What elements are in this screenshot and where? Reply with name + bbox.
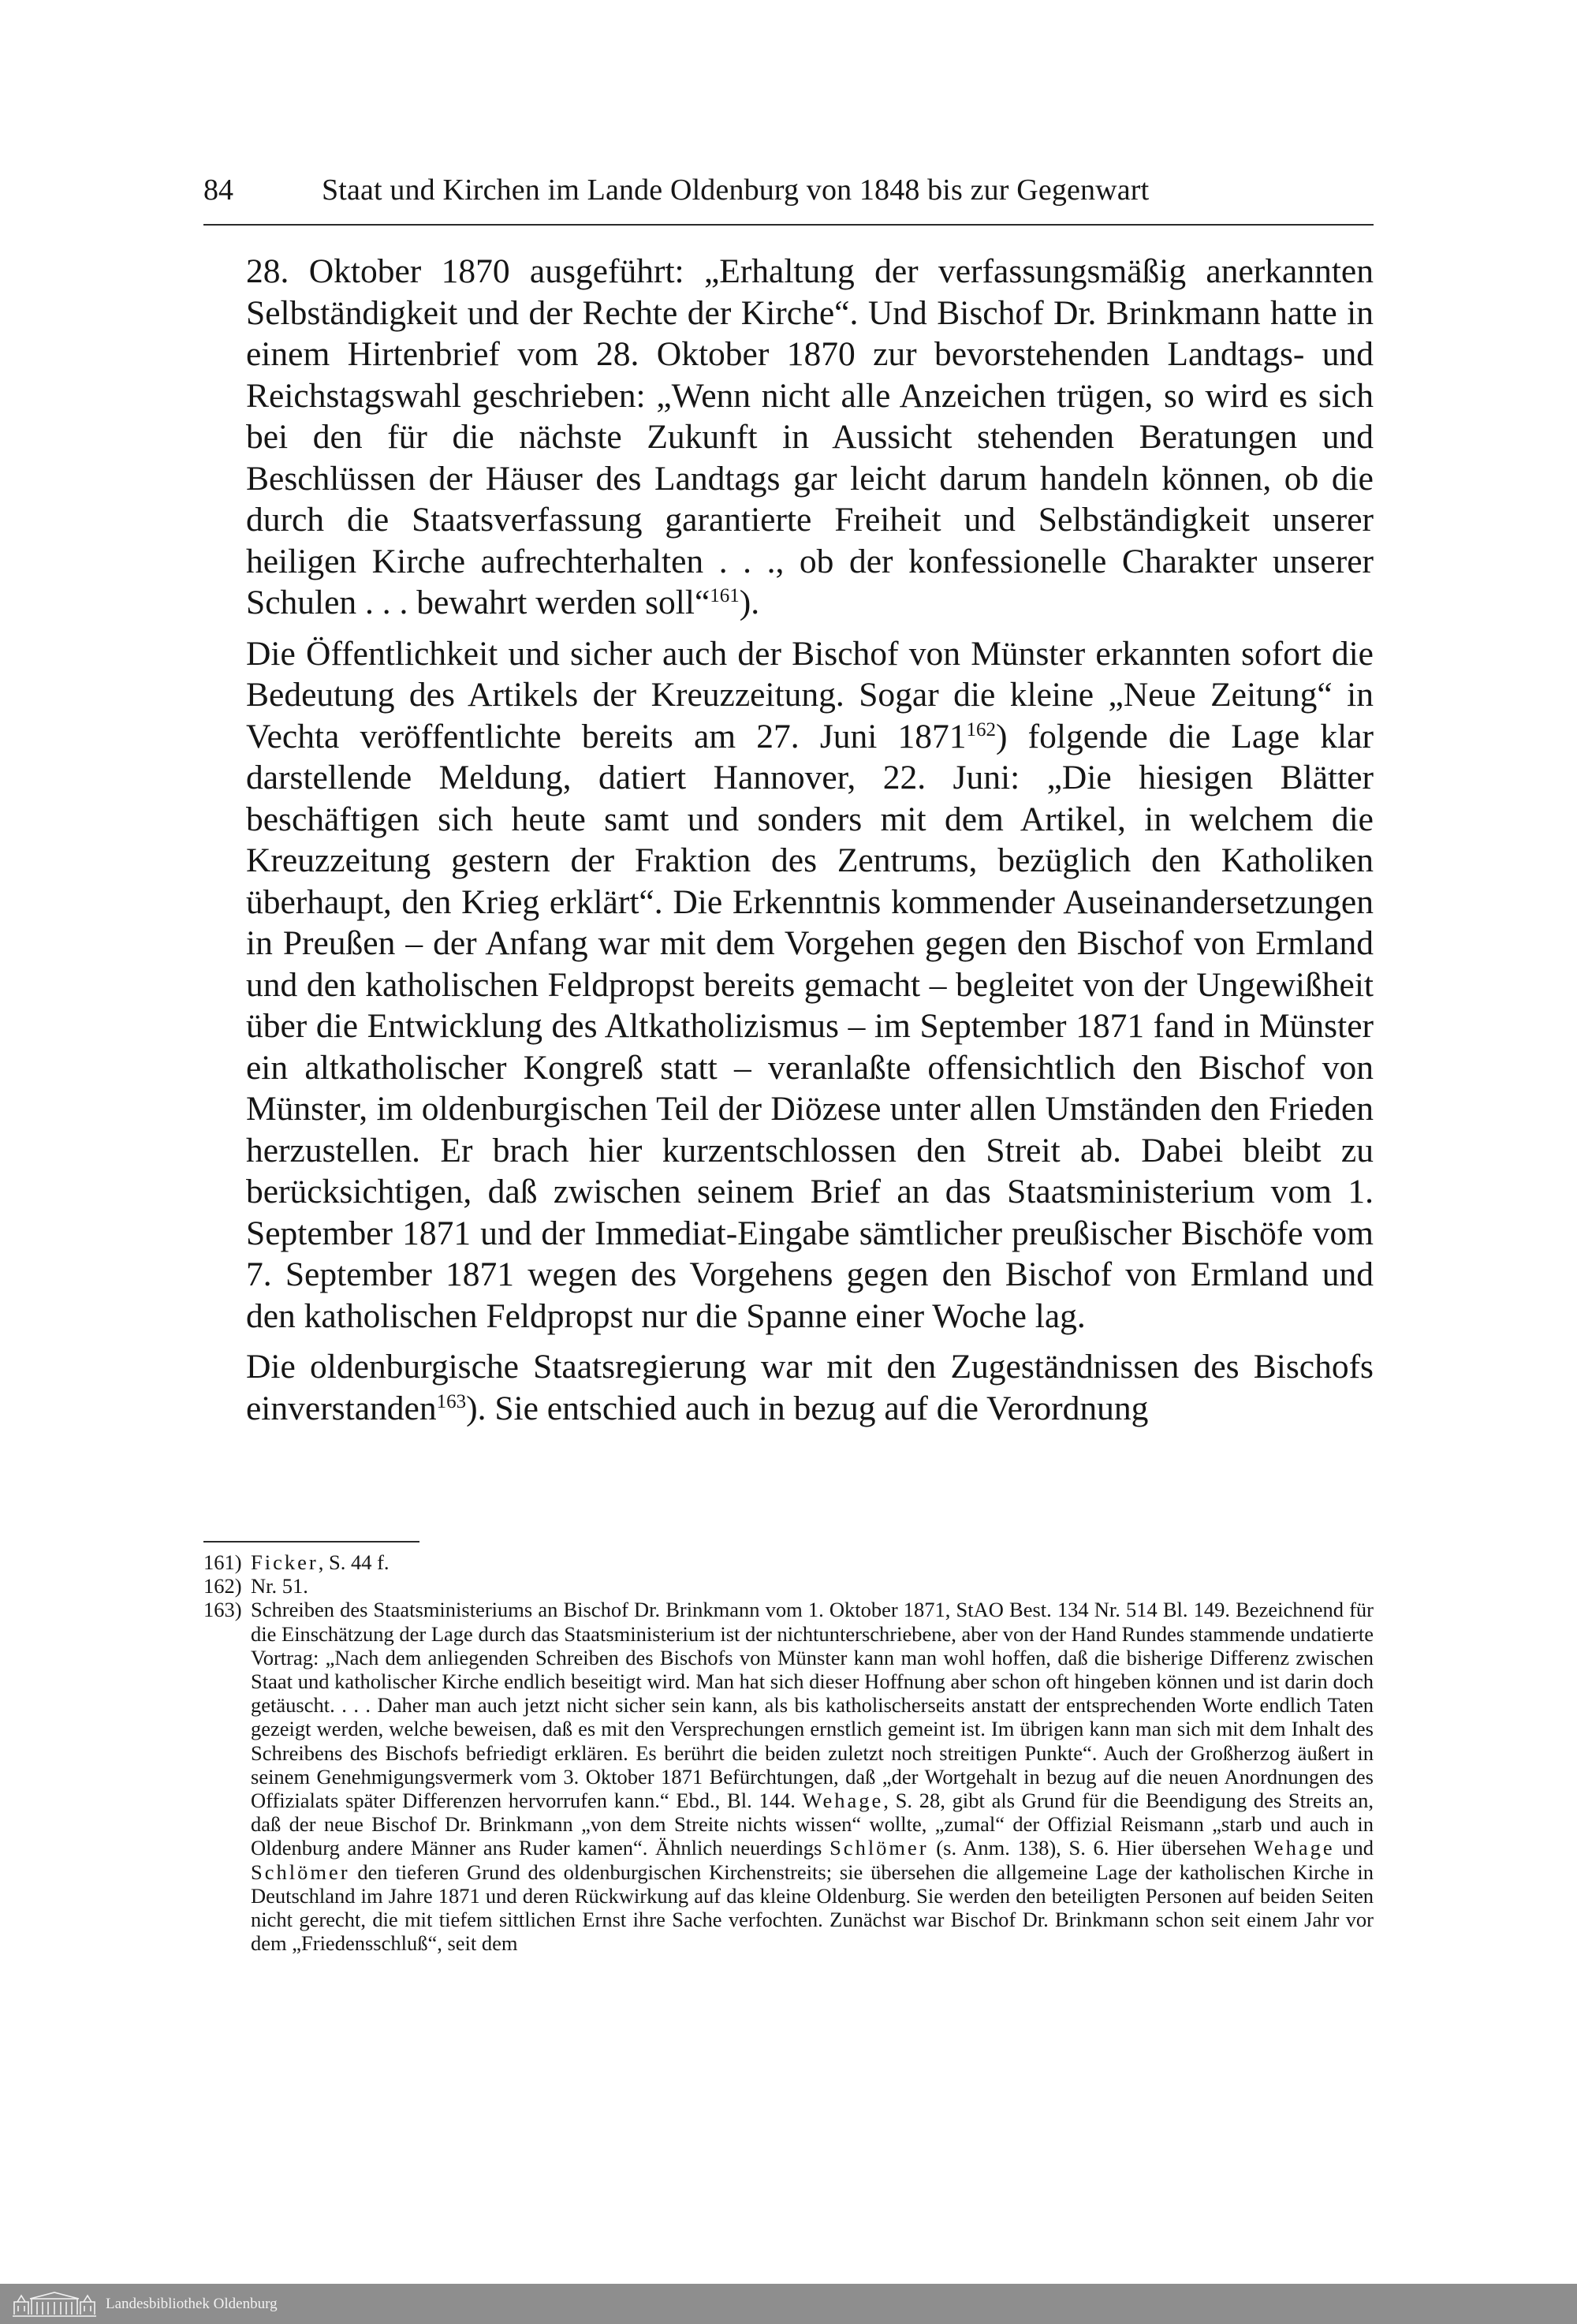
footnote-text: , S. 28, gibt als Grund für die Beendigung des Streits an, daß der neue Bischof Dr. Brinkmann „von dem Streite nichts wissen“ wollte, „zumal“ der Offizial Reismann „starb und auch in Oldenburg andere Männer ans Ruder kamen“. Ähnlich neuerdings: [251, 1789, 1374, 1860]
footnote-reference-163: 163: [436, 1390, 467, 1412]
paragraph-text: Die oldenburgische Staatsregierung war mit den Zugeständnissen des Bischofs einverstanden: [246, 1348, 1374, 1427]
footnote-text: den tieferen Grund des oldenburgischen Kirchenstreits; sie übersehen die allgemeine Lage der katholischen Kirche in Deutschland im Jahre 1871 und deren Rückwirkung auf das kleine Oldenburg. Sie werden den beteiligten Personen auf beiden Seiten nicht gerecht, die mit tiefem sittlichen Ernst ihre Sache verfochten. Zunächst war Bischof Dr. Brinkmann schon seit einem Jahr vor dem „Friedensschluß“, seit dem: [251, 1860, 1374, 1956]
paragraph: [246, 251, 1374, 624]
footnote-marker: 163): [203, 1598, 242, 1622]
footnotes: [203, 1550, 1374, 1955]
paragraph-text: 28. Oktober 1870 ausgeführt: „Erhaltung der verfassungsmäßig anerkannten Selbständigkeit und der Rechte der Kirche“. Und Bischof Dr. Brinkmann hatte in einem Hirtenbrief vom 28. Oktober 1870 zur bevorstehenden Landtags- und Reichstagswahl geschrieben: „Wenn nicht alle Anzeichen trügen, so wird es sich bei den für die nächste Zukunft in Aussicht stehenden Beratungen und Beschlüssen der Häuser des Landtags gar leicht darum handeln können, ob die durch die Staatsverfassung garantierte Freiheit und Selbständigkeit unserer heiligen Kirche aufrechterhalten . . ., ob der konfessionelle Charakter unserer Schulen . . . bewahrt werden soll“: [246, 252, 1374, 621]
paragraph: [246, 1346, 1374, 1429]
footnote-text: , S. 44 f.: [318, 1550, 390, 1574]
main-text: [246, 251, 1374, 1429]
library-building-icon: [11, 2291, 98, 2318]
footnote-text: Schreiben des Staatsministeriums an Bischof Dr. Brinkmann vom 1. Oktober 1871, StAO Best. 134 Nr. 514 Bl. 149. Bezeichnend für die Einschätzung der Lage durch das Staatsministerium ist der nichtunterschriebene, aber von der Hand Rundes stammende undatierte Vortrag: „Nach dem anliegenden Schreiben des Bischofs von Münster kann man wohl hoffen, daß die bisherige Differenz zwischen Staat und katholischer Kirche endlich beseitigt wird. Man hat sich dieser Hoffnung aber schon oft hingeben können und ist darin doch getäuscht. . . . Daher man auch jetzt nicht sicher sein kann, als bis katholischerseits anstatt der entsprechenden Worte endlich Taten gezeigt werden, welche beweisen, daß es mit den Versprechungen ernstlich gemeint ist. Im übrigen kann man sich mit dem Inhalt des Schreibens des Bischofs befriedigt erklären. Es berührt die beiden zuletzt noch streitigen Punkte“. Auch der Großherzog äußert in seinem Genehmigungsvermerk vom 3. Oktober 1871 Befürchtungen, daß „der Wortgehalt in bezug auf die neuen Anordnungen des Offizialats später Differenzen hervorrufen kann.“ Ebd., Bl. 144.: [251, 1598, 1374, 1813]
footnote-161: [203, 1550, 1374, 1574]
running-header: [203, 167, 1374, 213]
footnote-162: [203, 1574, 1374, 1598]
paragraph-text: Die Öffentlichkeit und sicher auch der Bischof von Münster erkannten sofort die Bedeutung des Artikels der Kreuzzeitung. Sogar die kleine „Neue Zeitung“ in Vechta veröffentlichte bereits am 27. Juni 1871: [246, 634, 1374, 755]
footnote-author: Wehage: [802, 1789, 884, 1813]
footnote-reference-161: 161: [710, 585, 740, 606]
footnote-author: Schlömer: [830, 1836, 929, 1860]
footnote-author: Ficker: [251, 1550, 319, 1574]
page-number: 84: [203, 173, 233, 207]
footnote-divider: [203, 1541, 419, 1542]
header-divider: [203, 224, 1374, 226]
footnote-author: Wehage: [1253, 1836, 1335, 1860]
paragraph-text: ).: [739, 584, 760, 621]
footnote-marker: 161): [203, 1550, 242, 1574]
running-title: Staat und Kirchen im Lande Oldenburg von 1848 bis zur Gegenwart: [322, 173, 1150, 207]
paragraph-text: ) folgende die Lage klar darstellende Meldung, datiert Hannover, 22. Juni: „Die hiesigen Blätter beschäftigen sich heute samt und sonders mit dem Artikel, in welchem die Kreuzzeitung gestern der Fraktion des Zentrums, bezüglich den Katholiken überhaupt, den Krieg erklärt“. Die Erkenntnis kommender Auseinandersetzungen in Preußen – der Anfang war mit dem Vorgehen gegen den Bischof von Ermland und den katholischen Feldpropst bereits gemacht – begleitet von der Ungewißheit über die Entwicklung des Altkatholizismus – im September 1871 fand in Münster ein altkatholischer Kongreß statt – veranlaßte offensichtlich den Bischof von Münster, im oldenburgischen Teil der Diözese unter allen Umständen den Frieden herzustellen. Er brach hier kurzentschlossen den Streit ab. Dabei bleibt zu berücksichtigen, daß zwischen seinem Brief an das Staatsministerium vom 1. September 1871 und der Immediat-Eingabe sämtlicher preußischer Bischöfe vom 7. September 1871 wegen des Vorgehens gegen den Bischof von Ermland und den katholischen Feldpropst nur die Spanne einer Woche lag.: [246, 717, 1374, 1335]
footnote-marker: 162): [203, 1574, 242, 1598]
footnote-text: (s. Anm. 138), S. 6. Hier übersehen: [928, 1836, 1247, 1860]
footnote-163: [203, 1598, 1374, 1955]
footnote-author: Schlömer: [251, 1860, 350, 1884]
paragraph-text: ). Sie entschied auch in bezug auf die Verordnung: [466, 1389, 1149, 1427]
library-footer-bar: [0, 2284, 1577, 2324]
footnote-text: Nr. 51.: [251, 1574, 308, 1598]
footnote-reference-162: 162: [966, 718, 996, 740]
paragraph: [246, 633, 1374, 1337]
library-name: Landesbibliothek Oldenburg: [106, 2296, 278, 2312]
footnote-text: und: [1334, 1836, 1374, 1860]
